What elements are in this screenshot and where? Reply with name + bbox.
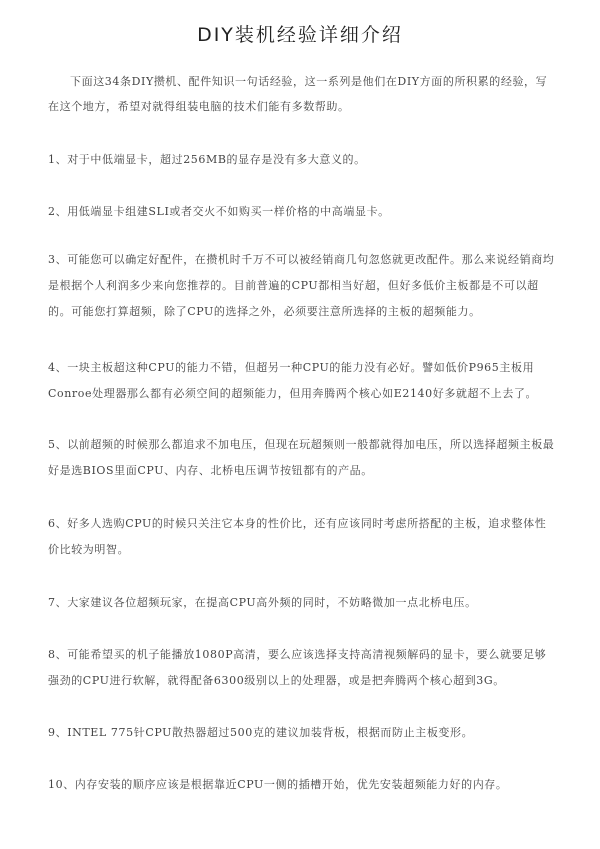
tip-item-1: 1、对于中低端显卡，超过256MB的显存是没有多大意义的。	[48, 153, 366, 166]
tip-item-9: 9、INTEL 775针CPU散热器超过500克的建议加装背板，根据而防止主板变形。	[48, 726, 474, 739]
tip-item-10: 10、内存安装的顺序应该是根据靠近CPU一侧的插槽开始，优先安装超频能力好的内存。	[48, 778, 508, 791]
page-title: DIY装机经验详细介绍	[197, 24, 403, 46]
tip-item-4: 4、一块主板超这种CPU的能力不错，但超另一种CPU的能力没有必好。譬如低价P965主板用Conroe处理器那么都有必须空间的超频能力，但用奔腾两个核心如E2140好多就超不上去了。	[48, 361, 538, 400]
tip-item-5: 5、以前超频的时候那么都追求不加电压，但现在玩超频则一般都就得加电压，所以选择超频主板最好是选BIOS里面CPU、内存、北桥电压调节按钮都有的产品。	[48, 438, 555, 477]
tip-item-8: 8、可能希望买的机子能播放1080P高清，要么应该选择支持高清视频解码的显卡，要么就要足够强劲的CPU进行软解，就得配备6300级别以上的处理器，或是把奔腾两个核心超到3G。	[48, 648, 547, 687]
tip-item-6: 6、好多人选购CPU的时候只关注它本身的性价比，还有应该同时考虑所搭配的主板，追求整体性价比较为明智。	[48, 517, 547, 556]
tip-item-3: 3、可能您可以确定好配件，在攒机时千万不可以被经销商几句忽悠就更改配件。那么来说经销商均是根据个人利润多少来向您推荐的。目前普遍的CPU都相当好超，但好多低价主板都是不可以超的。可能您打算超频，除了CPU的选择之外，必须要注意所选择的主板的超频能力。	[48, 253, 555, 318]
intro-paragraph: 下面这34条DIY攒机、配件知识一句话经验，这一系列是他们在DIY方面的所积累的经验，写在这个地方，希望对就得组装电脑的技术们能有多数帮助。	[48, 75, 548, 113]
tip-item-7: 7、大家建议各位超频玩家，在提高CPU高外频的同时，不妨略微加一点北桥电压。	[48, 596, 477, 609]
tip-item-2: 2、用低端显卡组建SLI或者交火不如购买一样价格的中高端显卡。	[48, 205, 390, 218]
